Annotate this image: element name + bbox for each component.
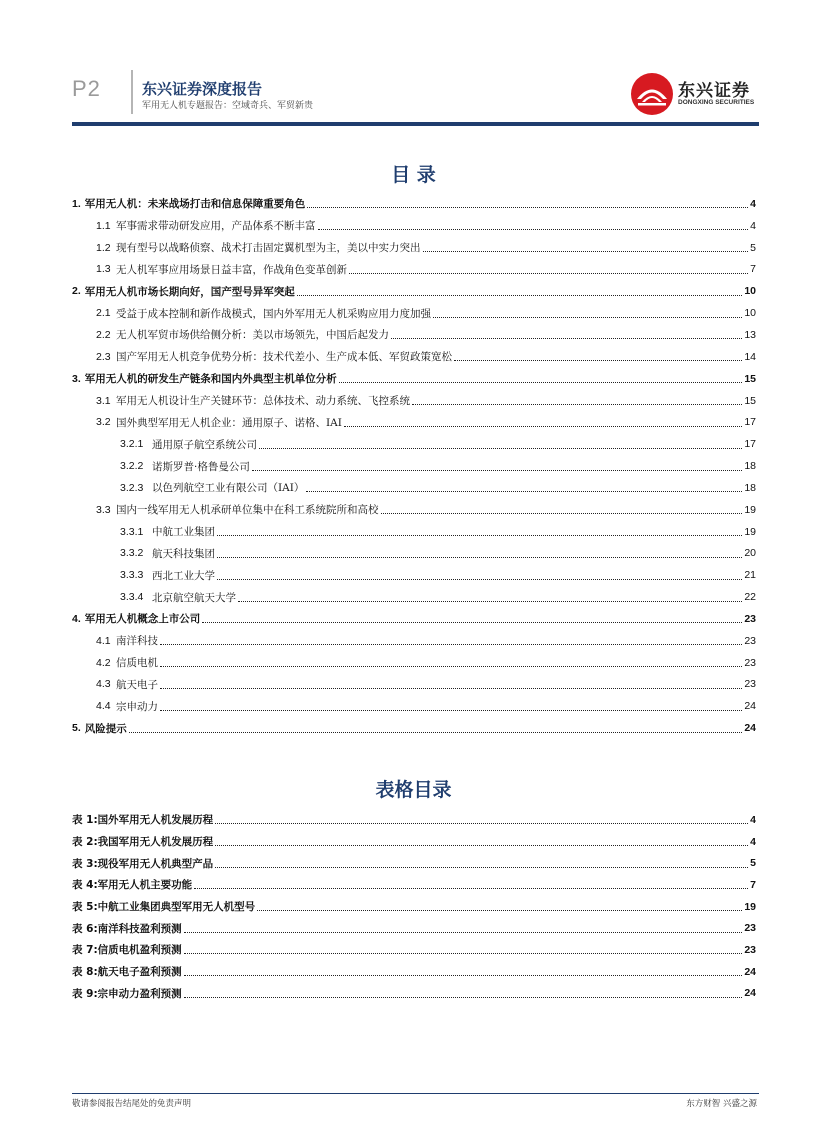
toc-entry-page: 10 xyxy=(744,307,756,320)
table-toc-entry[interactable] xyxy=(72,983,756,1005)
toc-leader-dots xyxy=(194,888,748,889)
toc-entry-page: 23 xyxy=(744,634,756,647)
toc-entry-title: 中航工业集团 xyxy=(152,526,215,539)
toc-entry-number: 4.2 xyxy=(96,656,111,669)
table-toc-entry-title: 表 6:南洋科技盈利预测 xyxy=(72,922,182,935)
toc-entry-page: 23 xyxy=(744,678,756,691)
toc-leader-dots xyxy=(184,932,743,933)
toc-leader-dots xyxy=(412,404,742,405)
toc-entry-title: 航天电子 xyxy=(116,678,158,691)
toc-entry-page: 18 xyxy=(744,481,756,494)
toc-entry-title: 军用无人机概念上市公司 xyxy=(84,613,201,626)
toc-entry[interactable] xyxy=(72,521,756,543)
table-toc-entry-page: 7 xyxy=(750,878,756,891)
toc-entry-page: 23 xyxy=(744,612,756,625)
toc-entry[interactable] xyxy=(72,455,756,477)
toc-entry-page: 20 xyxy=(744,547,756,560)
table-toc-entry[interactable] xyxy=(72,896,756,918)
toc-entry[interactable] xyxy=(72,368,756,390)
table-toc-entry[interactable] xyxy=(72,961,756,983)
toc-entry-number: 2. xyxy=(72,285,81,298)
toc-entry[interactable] xyxy=(72,499,756,521)
toc-leader-dots xyxy=(129,732,743,733)
toc-entry[interactable] xyxy=(72,717,756,739)
toc-list xyxy=(72,193,756,739)
table-toc-entry-page: 4 xyxy=(750,813,756,826)
toc-entry-page: 23 xyxy=(744,656,756,669)
toc-entry-title: 无人机军事应用场景日益丰富，作战角色变革创新 xyxy=(116,263,347,276)
company-logo xyxy=(630,72,760,116)
table-toc-entry-page: 4 xyxy=(750,835,756,848)
table-toc-entry-title: 表 2:我国军用无人机发展历程 xyxy=(72,836,214,849)
table-toc-entry-title: 表 7:信质电机盈利预测 xyxy=(72,944,182,957)
logo-name: 东兴证券 xyxy=(678,81,750,101)
toc-title: 目 录 xyxy=(391,164,436,186)
toc-leader-dots xyxy=(160,688,742,689)
table-toc-list xyxy=(72,809,756,1004)
toc-entry-page: 4 xyxy=(750,219,756,232)
toc-entry-title: 军用无人机：未来战场打击和信息保障重要角色 xyxy=(84,198,306,211)
toc-entry-number: 1.1 xyxy=(96,219,111,232)
toc-entry-page: 24 xyxy=(744,722,756,735)
toc-leader-dots xyxy=(160,666,742,667)
toc-leader-dots xyxy=(217,535,742,536)
page-number: P2 xyxy=(72,76,101,101)
toc-entry-title: 宗申动力 xyxy=(116,700,158,713)
toc-leader-dots xyxy=(215,867,748,868)
toc-leader-dots xyxy=(184,975,743,976)
toc-entry-page: 15 xyxy=(744,372,756,385)
table-toc-title: 表格目录 xyxy=(375,779,452,801)
toc-entry-title: 北京航空航天大学 xyxy=(152,591,236,604)
toc-leader-dots xyxy=(215,845,748,846)
toc-entry-number: 3.2.3 xyxy=(120,481,144,494)
toc-leader-dots xyxy=(160,644,742,645)
toc-entry-title: 军用无人机的研发生产链条和国内外典型主机单位分析 xyxy=(84,373,337,386)
toc-entry-page: 22 xyxy=(744,591,756,604)
toc-leader-dots xyxy=(217,579,742,580)
toc-entry[interactable] xyxy=(72,302,756,324)
toc-entry-page: 13 xyxy=(744,328,756,341)
toc-entry[interactable] xyxy=(72,280,756,302)
table-toc-entry-page: 24 xyxy=(744,987,756,1000)
toc-entry[interactable] xyxy=(72,259,756,281)
toc-entry-number: 3.3.2 xyxy=(120,547,144,560)
toc-entry[interactable] xyxy=(72,477,756,499)
table-toc-entry-title: 表 1:国外军用无人机发展历程 xyxy=(72,814,214,827)
toc-entry-number: 3.2 xyxy=(96,416,111,429)
toc-entry-number: 3.3.1 xyxy=(120,525,144,538)
table-toc-entry-title: 表 9:宗申动力盈利预测 xyxy=(72,987,182,1000)
toc-entry[interactable] xyxy=(72,543,756,565)
toc-entry-number: 1.2 xyxy=(96,241,111,254)
toc-leader-dots xyxy=(297,295,743,296)
toc-entry-number: 3.2.1 xyxy=(120,438,144,451)
toc-entry-page: 19 xyxy=(744,503,756,516)
header-divider xyxy=(131,70,133,114)
toc-entry[interactable] xyxy=(72,390,756,412)
toc-entry[interactable] xyxy=(72,324,756,346)
toc-entry-number: 4.4 xyxy=(96,700,111,713)
toc-leader-dots xyxy=(215,823,748,824)
toc-leader-dots xyxy=(217,557,742,558)
toc-entry[interactable] xyxy=(72,346,756,368)
toc-entry-number: 3.3 xyxy=(96,503,111,516)
toc-leader-dots xyxy=(306,491,742,492)
toc-entry[interactable] xyxy=(72,674,756,696)
table-toc-entry-title: 表 5:中航工业集团典型军用无人机型号 xyxy=(72,901,256,914)
table-toc-entry-title: 表 4:军用无人机主要功能 xyxy=(72,879,193,892)
toc-entry-number: 3.3.4 xyxy=(120,591,144,604)
header-rule xyxy=(72,122,759,126)
toc-entry-number: 5. xyxy=(72,722,81,735)
toc-leader-dots xyxy=(381,513,743,514)
toc-entry-number: 2.3 xyxy=(96,350,111,363)
toc-entry-number: 3.2.2 xyxy=(120,460,144,473)
toc-leader-dots xyxy=(391,338,742,339)
toc-entry-page: 10 xyxy=(744,285,756,298)
table-toc-entry-page: 23 xyxy=(744,922,756,935)
logo-english: DONGXING SECURITIES xyxy=(678,99,755,106)
toc-entry-number: 2.1 xyxy=(96,307,111,320)
toc-entry[interactable] xyxy=(72,630,756,652)
table-toc-entry-page: 24 xyxy=(744,965,756,978)
toc-entry-page: 5 xyxy=(750,241,756,254)
toc-entry[interactable] xyxy=(72,564,756,586)
toc-leader-dots xyxy=(238,601,742,602)
toc-entry-title: 国产军用无人机竞争优势分析：技术代差小、生产成本低、军贸政策宽松 xyxy=(116,351,452,364)
logo-mark-icon xyxy=(630,72,674,116)
report-title: 东兴证券深度报告 xyxy=(142,80,263,98)
table-toc-entry[interactable] xyxy=(72,831,756,853)
toc-leader-dots xyxy=(423,251,749,252)
toc-entry-page: 18 xyxy=(744,460,756,473)
table-toc-entry[interactable] xyxy=(72,852,756,874)
toc-entry[interactable] xyxy=(72,695,756,717)
toc-entry-page: 7 xyxy=(750,263,756,276)
toc-entry[interactable] xyxy=(72,608,756,630)
toc-entry-number: 3. xyxy=(72,372,81,385)
table-toc-entry-title: 表 3:现役军用无人机典型产品 xyxy=(72,857,214,870)
toc-leader-dots xyxy=(454,360,742,361)
table-toc-entry[interactable] xyxy=(72,874,756,896)
toc-entry-title: 以色列航空工业有限公司（IAI） xyxy=(152,482,305,495)
toc-entry[interactable] xyxy=(72,215,756,237)
table-toc-entry[interactable] xyxy=(72,939,756,961)
table-toc-entry[interactable] xyxy=(72,917,756,939)
toc-entry-page: 19 xyxy=(744,525,756,538)
toc-entry[interactable] xyxy=(72,237,756,259)
toc-entry-number: 1.3 xyxy=(96,263,111,276)
toc-entry-title: 通用原子航空系统公司 xyxy=(152,438,257,451)
footer-rule xyxy=(72,1093,759,1094)
toc-entry-title: 军用无人机市场长期向好，国产型号异军突起 xyxy=(84,285,295,298)
toc-entry-title: 航天科技集团 xyxy=(152,547,215,560)
toc-entry-page: 14 xyxy=(744,350,756,363)
toc-entry-number: 3.1 xyxy=(96,394,111,407)
toc-entry-page: 15 xyxy=(744,394,756,407)
toc-entry-title: 国内一线军用无人机承研单位集中在科工系统院所和高校 xyxy=(116,504,379,517)
toc-entry-number: 4.1 xyxy=(96,634,111,647)
toc-entry-page: 17 xyxy=(744,416,756,429)
toc-entry[interactable] xyxy=(72,652,756,674)
toc-entry-title: 无人机军贸市场供给侧分析：美以市场领先，中国后起发力 xyxy=(116,329,389,342)
table-toc-entry[interactable] xyxy=(72,809,756,831)
toc-entry-title: 南洋科技 xyxy=(116,635,158,648)
toc-leader-dots xyxy=(252,470,742,471)
toc-entry-number: 1. xyxy=(72,197,81,210)
table-toc-entry-page: 19 xyxy=(744,900,756,913)
toc-entry-title: 风险提示 xyxy=(84,722,127,735)
toc-entry-title: 信质电机 xyxy=(116,657,158,670)
toc-entry-title: 受益于成本控制和新作战模式，国内外军用无人机采购应用力度加强 xyxy=(116,307,431,320)
toc-leader-dots xyxy=(202,622,742,623)
toc-entry-title: 国外典型军用无人机企业：通用原子、诺格、IAI xyxy=(116,416,342,429)
toc-entry[interactable] xyxy=(72,586,756,608)
toc-entry-title: 现有型号以战略侦察、战术打击固定翼机型为主，美以中实力突出 xyxy=(116,242,421,255)
toc-entry-title: 军事需求带动研发应用，产品体系不断丰富 xyxy=(116,220,316,233)
toc-leader-dots xyxy=(349,273,748,274)
toc-entry-title: 军用无人机设计生产关键环节：总体技术、动力系统、飞控系统 xyxy=(116,395,410,408)
toc-entry-number: 4.3 xyxy=(96,678,111,691)
toc-leader-dots xyxy=(184,997,743,998)
toc-leader-dots xyxy=(259,448,742,449)
toc-entry-number: 4. xyxy=(72,612,81,625)
footer-slogan: 东方财智 兴盛之源 xyxy=(686,1099,757,1109)
toc-entry-number: 2.2 xyxy=(96,328,111,341)
table-toc-entry-page: 23 xyxy=(744,943,756,956)
toc-leader-dots xyxy=(318,229,749,230)
toc-entry-page: 17 xyxy=(744,438,756,451)
toc-leader-dots xyxy=(160,710,742,711)
toc-entry-page: 21 xyxy=(744,569,756,582)
table-toc-entry-page: 5 xyxy=(750,857,756,870)
report-subtitle: 军用无人机专题报告：空域奇兵、军贸新贵 xyxy=(142,101,314,111)
toc-leader-dots xyxy=(339,382,743,383)
toc-leader-dots xyxy=(344,426,742,427)
toc-leader-dots xyxy=(184,953,743,954)
toc-entry[interactable] xyxy=(72,193,756,215)
toc-entry[interactable] xyxy=(72,433,756,455)
toc-entry-page: 4 xyxy=(750,197,756,210)
toc-entry-page: 24 xyxy=(744,700,756,713)
toc-entry-title: 诺斯罗普·格鲁曼公司 xyxy=(152,460,250,473)
footer-disclaimer: 敬请参阅报告结尾处的免责声明 xyxy=(72,1099,192,1109)
toc-entry-title: 西北工业大学 xyxy=(152,569,215,582)
table-toc-entry-title: 表 8:航天电子盈利预测 xyxy=(72,966,182,979)
toc-leader-dots xyxy=(433,317,742,318)
toc-leader-dots xyxy=(307,207,748,208)
toc-entry[interactable] xyxy=(72,411,756,433)
toc-entry-number: 3.3.3 xyxy=(120,569,144,582)
toc-leader-dots xyxy=(257,910,742,911)
